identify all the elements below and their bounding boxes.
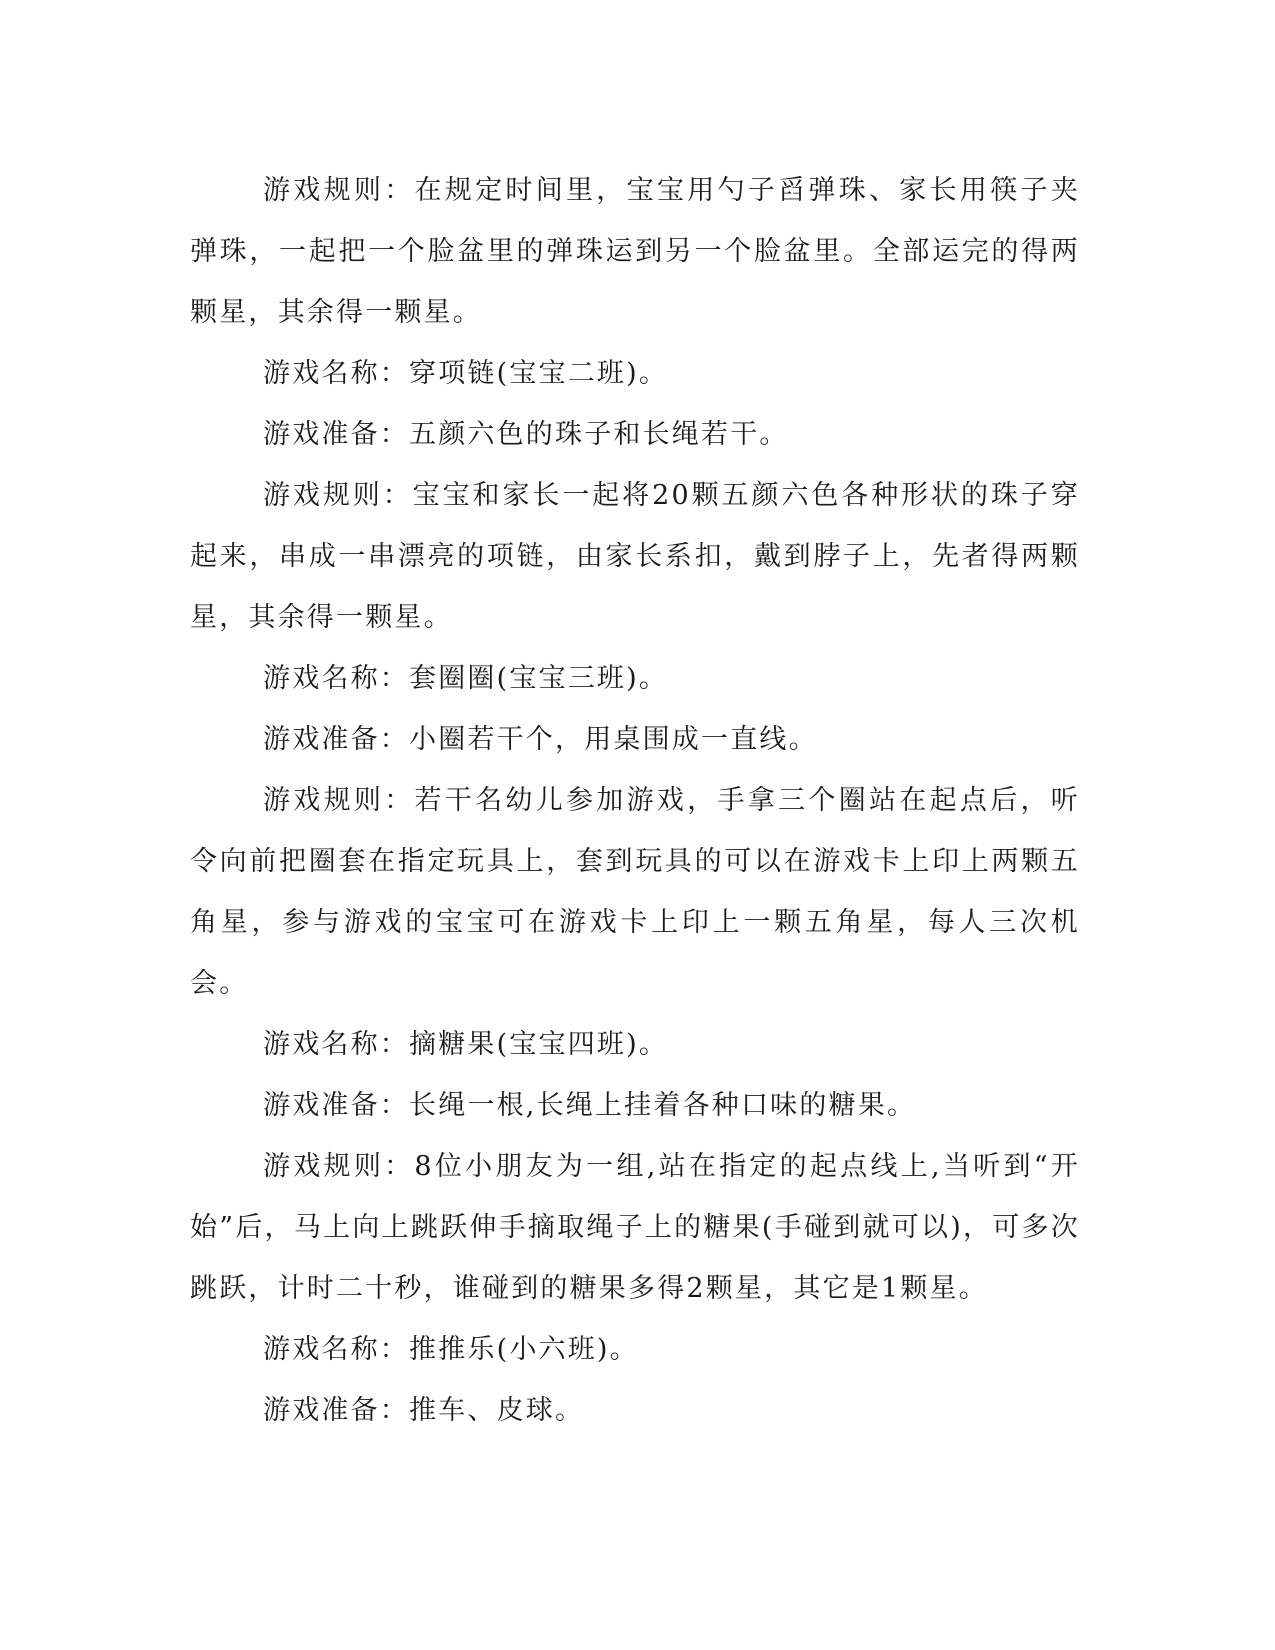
paragraph-rules-rings: 游戏规则：若干名幼儿参加游戏，手拿三个圈站在起点后，听令向前把圈套在指定玩具上，套到玩具的可以在游戏卡上印上两颗五角星，参与游戏的宝宝可在游戏卡上印上一颗五角星，每人三次机会。: [190, 785, 1080, 999]
paragraph-rules-candy: 游戏规则：8位小朋友为一组,站在指定的起点线上,当听到“开始”后，马上向上跳跃伸手摘取绳子上的糖果(手碰到就可以)，可多次跳跃，计时二十秒，谁碰到的糖果多得2颗星，其它是1颗星。: [190, 1151, 1080, 1304]
paragraph-game-name-candy: 游戏名称：摘糖果(宝宝四班)。: [263, 1029, 669, 1060]
paragraph-game-name-necklace: 游戏名称：穿项链(宝宝二班)。: [263, 358, 669, 389]
paragraph-prep-necklace: 游戏准备：五颜六色的珠子和长绳若干。: [263, 419, 789, 450]
paragraph-prep-rings: 游戏准备：小圈若干个，用桌围成一直线。: [263, 724, 818, 755]
paragraph-prep-push: 游戏准备：推车、皮球。: [263, 1395, 585, 1426]
paragraph-rules-marbles: 游戏规则：在规定时间里，宝宝用勺子舀弹珠、家长用筷子夹弹珠，一起把一个脸盆里的弹珠运到另一个脸盆里。全部运完的得两颗星，其余得一颗星。: [190, 175, 1080, 328]
paragraph-game-name-push: 游戏名称：推推乐(小六班)。: [263, 1334, 639, 1365]
document-body: [190, 160, 1080, 1441]
paragraph-game-name-rings: 游戏名称：套圈圈(宝宝三班)。: [263, 663, 669, 694]
paragraph-rules-necklace: 游戏规则：宝宝和家长一起将20颗五颜六色各种形状的珠子穿起来，串成一串漂亮的项链，由家长系扣，戴到脖子上，先者得两颗星，其余得一颗星。: [190, 480, 1080, 633]
paragraph-prep-candy: 游戏准备：长绳一根,长绳上挂着各种口味的糖果。: [263, 1090, 917, 1121]
